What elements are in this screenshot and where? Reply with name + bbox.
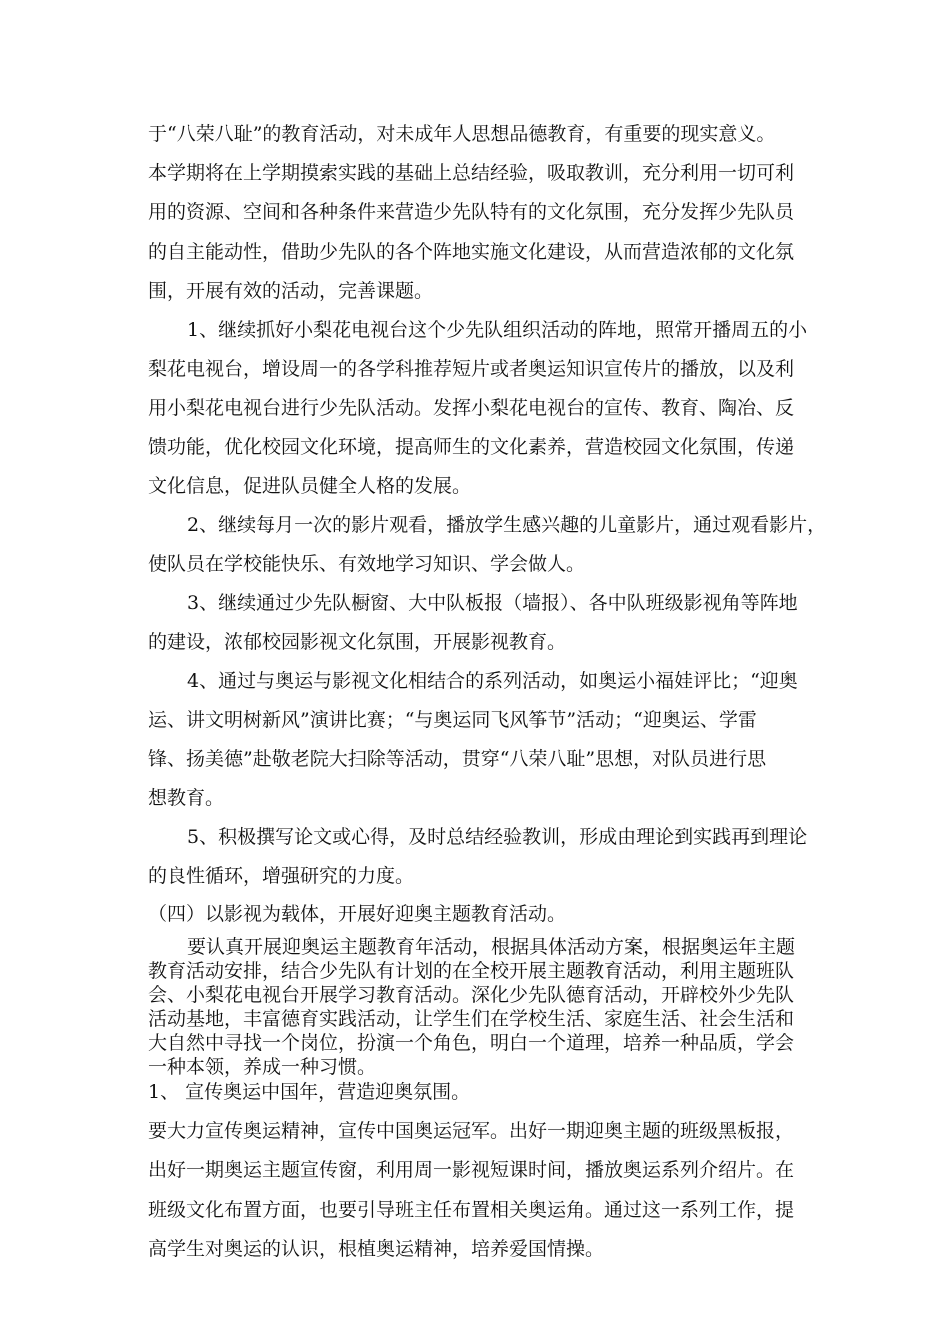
list-item-line: 运、讲文明树新风”演讲比赛；“与奥运同飞风筝节”活动；“迎奥运、学雷 xyxy=(148,709,757,731)
list-item-line: 的建设，浓郁校园影视文化氛围，开展影视教育。 xyxy=(148,631,567,653)
sub-body-line: 要大力宣传奥运精神，宣传中国奥运冠军。出好一期迎奥主题的班级黑板报， xyxy=(148,1120,795,1142)
list-item-line: 1、继续抓好小梨花电视台这个少先队组织活动的阵地，照常开播周五的小 xyxy=(187,319,808,341)
paragraph-line: 的自主能动性，借助少先队的各个阵地实施文化建设，从而营造浓郁的文化氛 xyxy=(148,241,795,263)
section-body-line: 一种本领，养成一种习惯。 xyxy=(148,1056,377,1078)
sub-body-line: 班级文化布置方面，也要引导班主任布置相关奥运角。通过这一系列工作，提 xyxy=(148,1199,795,1221)
section-body-line: 会、小梨花电视台开展学习教育活动。深化少先队德育活动，开辟校外少先队 xyxy=(148,984,795,1006)
section-body-line: 教育活动安排，结合少先队有计划的在全校开展主题教育活动，利用主题班队 xyxy=(148,960,795,982)
sub-heading: 1、 宣传奥运中国年，营造迎奥氛围。 xyxy=(148,1081,471,1103)
paragraph-line: 于“八荣八耻”的教育活动，对未成年人思想品德教育，有重要的现实意义。 xyxy=(148,123,776,145)
list-item-line: 想教育。 xyxy=(148,787,225,809)
list-item-line: 5、积极撰写论文或心得，及时总结经验教训，形成由理论到实践再到理论 xyxy=(187,826,808,848)
list-item-line: 3、继续通过少先队橱窗、大中队板报（墙报）、各中队班级影视角等阵地 xyxy=(187,592,798,614)
list-item-line: 梨花电视台，增设周一的各学科推荐短片或者奥运知识宣传片的播放，以及利 xyxy=(148,358,795,380)
paragraph-line: 本学期将在上学期摸索实践的基础上总结经验，吸取教训，充分利用一切可利 xyxy=(148,162,795,184)
list-item-line: 4、通过与奥运与影视文化相结合的系列活动，如奥运小福娃评比；“迎奥 xyxy=(187,670,798,692)
list-item-line: 锋、扬美德”赴敬老院大扫除等活动，贯穿“八荣八耻”思想，对队员进行思 xyxy=(148,748,767,770)
list-item-line: 使队员在学校能快乐、有效地学习知识、学会做人。 xyxy=(148,553,586,575)
section-body-line: 大自然中寻找一个岗位，扮演一个角色，明白一个道理，培养一种品质，学会 xyxy=(148,1032,795,1054)
list-item-line: 用小梨花电视台进行少先队活动。发挥小梨花电视台的宣传、教育、陶冶、反 xyxy=(148,397,795,419)
sub-body-line: 出好一期奥运主题宣传窗，利用周一影视短课时间，播放奥运系列介绍片。在 xyxy=(148,1159,795,1181)
paragraph-line: 用的资源、空间和各种条件来营造少先队特有的文化氛围，充分发挥少先队员 xyxy=(148,201,795,223)
list-item-line: 2、继续每月一次的影片观看，播放学生感兴趣的儿童影片，通过观看影片， xyxy=(187,514,827,536)
section-body-line: 活动基地，丰富德育实践活动，让学生们在学校生活、家庭生活、社会生活和 xyxy=(148,1008,795,1030)
section-heading: （四）以影视为载体，开展好迎奥主题教育活动。 xyxy=(148,903,567,925)
list-item-line: 文化信息，促进队员健全人格的发展。 xyxy=(148,475,472,497)
list-item-line: 馈功能，优化校园文化环境，提高师生的文化素养，营造校园文化氛围，传递 xyxy=(148,436,795,458)
sub-body-line: 高学生对奥运的认识，根植奥运精神，培养爱国情操。 xyxy=(148,1238,605,1260)
section-body-line: 要认真开展迎奥运主题教育年活动，根据具体活动方案，根据奥运年主题 xyxy=(187,936,796,958)
list-item-line: 的良性循环，增强研究的力度。 xyxy=(148,865,415,887)
paragraph-line: 围，开展有效的活动，完善课题。 xyxy=(148,280,434,302)
